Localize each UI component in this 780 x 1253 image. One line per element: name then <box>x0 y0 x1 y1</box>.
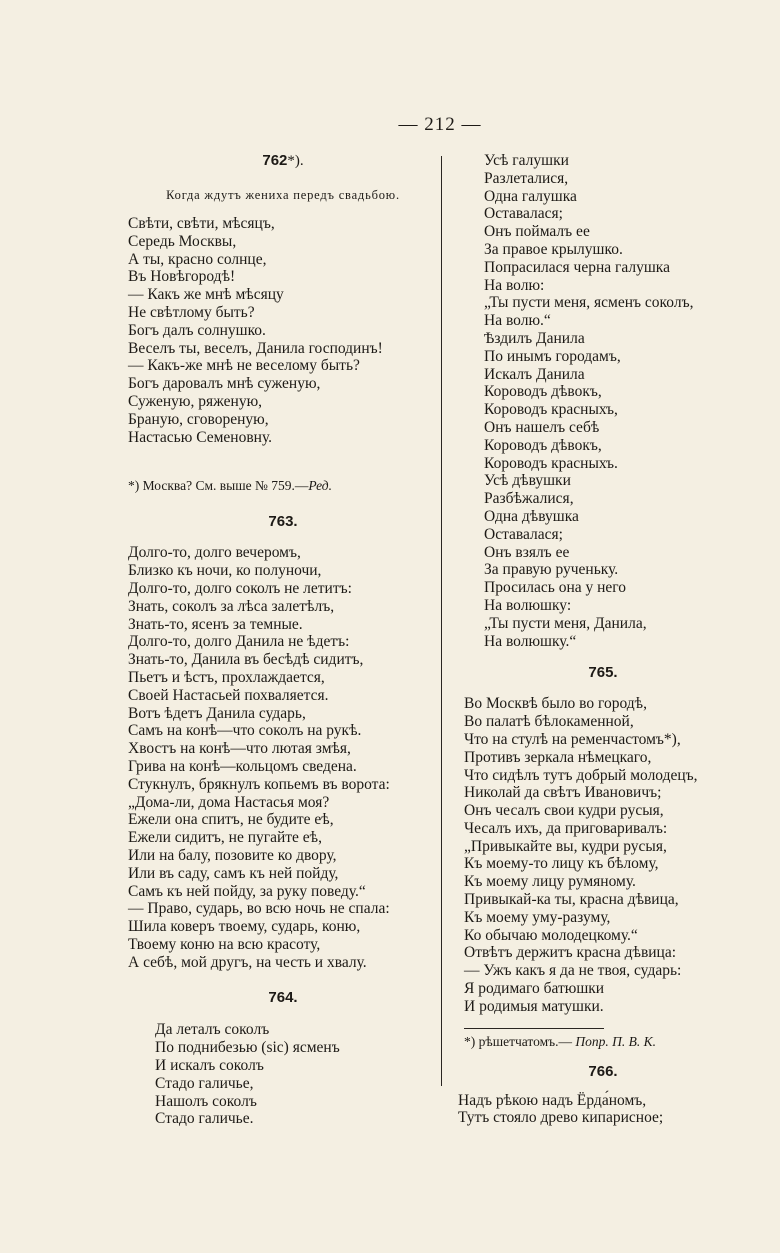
footnote-762: *) Москва? См. выше № 759.—Ред. <box>128 478 332 494</box>
verse-line: — Ужъ какъ я да не твоя, сударь: <box>464 962 682 980</box>
verse-line: Вотъ ѣдетъ Данила сударь, <box>128 704 306 722</box>
verse-line: Чесалъ ихъ, да приговаривалъ: <box>464 819 668 837</box>
verse-line: Или въ саду, самъ къ ней пойду, <box>128 864 339 882</box>
verse-line: Середь Москвы, <box>128 232 237 250</box>
verse-line: Усѣ галушки <box>484 152 569 169</box>
page-number: — 212 — <box>398 114 482 135</box>
verse-line: Короводъ дѣвокъ, <box>484 383 602 401</box>
verse-line: Что на стулѣ на ременчастомъ*), <box>464 730 681 748</box>
verse-line: Онъ нашелъ себѣ <box>484 418 600 436</box>
column-divider <box>441 156 442 1086</box>
verse-line: Короводъ красныхъ, <box>484 401 618 419</box>
verse-line: Стадо галичье, <box>155 1074 254 1092</box>
poem-764-continued-text <box>458 152 748 650</box>
verse-line: И родимыя матушки. <box>464 997 604 1015</box>
verse-line: Николай да свѣтъ Ивановичъ; <box>464 784 662 802</box>
verse-line: Свѣти, свѣти, мѣсяцъ, <box>128 215 275 232</box>
verse-line: Долго-то, долго соколъ не летитъ: <box>128 579 352 597</box>
verse-line: Настасью Семеновну. <box>128 428 273 446</box>
verse-line: Не свѣтлому быть? <box>128 303 255 321</box>
verse-line: Оставалася; <box>484 205 563 223</box>
verse-line: Одна дѣвушка <box>484 507 579 525</box>
verse-line: „Привыкайте вы, кудри русыя, <box>464 837 667 855</box>
verse-line: Знать-то, Данила въ бесѣдѣ сидитъ, <box>128 651 364 669</box>
verse-line: Попрасилася черна галушка <box>484 258 670 276</box>
verse-line: Долго-то, долго вечеромъ, <box>128 544 301 562</box>
verse-line: „Ты пусти меня, ясменъ соколъ, <box>484 294 694 312</box>
poem-number-765: 765. <box>588 664 618 682</box>
verse-line: На волюшку.“ <box>484 632 577 650</box>
verse-line: Привыкай-ка ты, красна дѣвица, <box>464 891 679 909</box>
verse-line: Ѣздилъ Данила <box>484 329 585 347</box>
verse-line: Самъ на конѣ—что соколъ на рукѣ. <box>128 722 362 740</box>
verse-line: „Ты пусти меня, Данила, <box>484 614 647 632</box>
verse-line: Нашолъ соколъ <box>155 1092 257 1110</box>
verse-line: Самъ къ ней пойду, за руку поведу.“ <box>128 882 366 900</box>
verse-line: По инымъ городамъ, <box>484 347 621 365</box>
verse-line: „Дома-ли, дома Настасья моя? <box>128 793 330 811</box>
verse-line: Я родимаго батюшки <box>464 980 605 998</box>
poem-762-text <box>128 215 438 446</box>
verse-line: — Какъ же мнѣ мѣсяцу <box>128 286 284 304</box>
verse-line: На волюшку: <box>484 596 572 614</box>
verse-line: Къ моему лицу румяному. <box>464 873 636 891</box>
verse-line: Разбѣжалися, <box>484 490 574 508</box>
poem-763-text <box>128 544 438 971</box>
verse-line: А ты, красно солнце, <box>128 250 267 268</box>
verse-line: За правую рученьку. <box>484 561 619 579</box>
footnote-765: *) рѣшетчатомъ.— Попр. П. В. К. <box>464 1033 657 1049</box>
verse-line: Усѣ дѣвушки <box>484 472 571 490</box>
verse-line: Богъ далъ солнушко. <box>128 321 266 339</box>
verse-line: Онъ чесалъ свои кудри русыя, <box>464 802 664 820</box>
verse-line: Онъ взялъ ее <box>484 543 570 561</box>
verse-line: Пьетъ и ѣстъ, прохлаждается, <box>128 668 325 686</box>
poem-765-text <box>458 695 748 1015</box>
verse-line: Тутъ стояло древо кипарисное; <box>458 1109 664 1127</box>
verse-line: Во Москвѣ было во городѣ, <box>464 695 647 713</box>
verse-line: Стадо галичье. <box>155 1110 254 1128</box>
verse-line: Короводъ красныхъ. <box>484 454 618 472</box>
footnote-rule <box>464 1028 604 1029</box>
verse-line: Своей Настасьей похваляется. <box>128 686 329 704</box>
verse-line: Шила коверъ твоему, сударь, коню, <box>128 918 361 936</box>
left-column <box>128 152 438 1128</box>
verse-line: Короводъ дѣвокъ, <box>484 436 602 454</box>
verse-line: Разлеталися, <box>484 169 569 187</box>
verse-line: Или на балу, позовите ко двору, <box>128 846 337 864</box>
verse-line: Близко къ ночи, ко полуночи, <box>128 562 322 580</box>
verse-line: — Право, сударь, во всю ночь не спала: <box>128 900 390 918</box>
poem-764-text <box>128 1021 438 1128</box>
poem-766-text <box>458 1092 748 1128</box>
verse-line: Богъ даровалъ мнѣ суженую, <box>128 375 321 393</box>
verse-line: Стукнулъ, брякнулъ копьемъ въ ворота: <box>128 775 390 793</box>
verse-line: А себѣ, мой другъ, на честь и хвалу. <box>128 953 367 971</box>
verse-line: Браную, сговореную, <box>128 410 269 428</box>
verse-line: За правое крылушко. <box>484 240 623 258</box>
verse-line: — Какъ-же мнѣ не веселому быть? <box>128 357 360 375</box>
verse-line: Долго-то, долго Данила не ѣдетъ: <box>128 633 350 651</box>
verse-line: Ко обычаю молодецкому.“ <box>464 926 638 944</box>
verse-line: Въ Новѣгородѣ! <box>128 268 236 286</box>
verse-line: Знать, соколъ за лѣса залетѣлъ, <box>128 597 335 615</box>
verse-line: Ежели она спитъ, не будите еѣ, <box>128 811 334 829</box>
verse-line: И искалъ соколъ <box>155 1057 264 1075</box>
verse-line: Ежели сидитъ, не пугайте еѣ, <box>128 829 322 847</box>
verse-line: Просилась она у него <box>484 579 627 597</box>
poem-number-762: 762*). <box>262 152 304 169</box>
right-column <box>458 152 748 1127</box>
poem-number-764: 764. <box>268 989 298 1007</box>
verse-line: Надъ рѣкою надъ Ёрда́номъ, <box>458 1091 647 1109</box>
verse-line: Къ моему-то лицу къ бѣлому, <box>464 855 659 873</box>
verse-line: Противъ зеркала нѣмецкаго, <box>464 748 652 766</box>
poem-subtitle: Когда ждутъ жениха передъ свадьбою. <box>166 188 400 202</box>
verse-line: Суженую, ряженую, <box>128 392 263 410</box>
verse-line: Что сидѣлъ тутъ добрый молодецъ, <box>464 766 698 784</box>
verse-line: На волю.“ <box>484 312 551 330</box>
poem-number-766: 766. <box>588 1062 618 1080</box>
verse-line: На волю: <box>484 276 545 294</box>
verse-line: Искалъ Данила <box>484 365 585 383</box>
verse-line: Оставалася; <box>484 525 563 543</box>
verse-line: Во палатѣ бѣлокаменной, <box>464 713 634 731</box>
verse-line: Онъ поймалъ ее <box>484 223 590 241</box>
verse-line: Знать-то, ясенъ за темные. <box>128 615 303 633</box>
verse-line: Да леталъ соколъ <box>155 1021 270 1039</box>
verse-line: Хвостъ на конѣ—что лютая змѣя, <box>128 740 351 758</box>
verse-line: Къ моему уму-разуму, <box>464 908 611 926</box>
verse-line: По поднибезью (sic) ясменъ <box>155 1039 340 1057</box>
poem-number-763: 763. <box>268 513 298 531</box>
verse-line: Одна галушка <box>484 187 577 205</box>
verse-line: Отвѣтъ держитъ красна дѣвица: <box>464 944 677 962</box>
verse-line: Грива на конѣ—кольцомъ сведена. <box>128 757 357 775</box>
verse-line: Веселъ ты, веселъ, Данила господинъ! <box>128 339 383 357</box>
verse-line: Твоему коню на всю красоту, <box>128 935 321 953</box>
